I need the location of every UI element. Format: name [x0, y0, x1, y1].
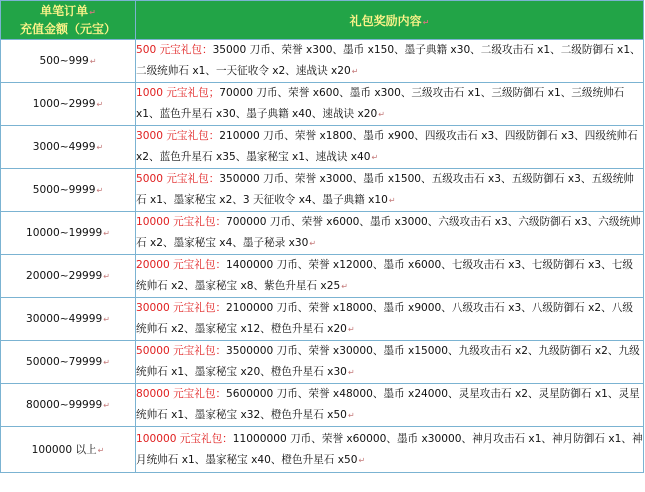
return-mark: ↵	[388, 196, 396, 205]
reward-cell	[136, 169, 644, 212]
return-mark: ↵	[89, 8, 96, 17]
amount-label: 30000~49999	[26, 313, 103, 325]
return-mark: ↵	[103, 229, 110, 238]
reward-cell	[136, 384, 644, 427]
package-name: 5000 元宝礼包：	[136, 173, 220, 185]
table-row	[1, 298, 644, 341]
return-mark: ↵	[103, 358, 110, 367]
reward-cell	[136, 126, 644, 169]
package-name: 500 元宝礼包：	[136, 44, 213, 56]
reward-text: 70000 刀币、荣誉 x600、墨币 x300、三级攻击石 x1、三级防御石 x1、三级统帅石 x1、蓝色升星石 x30、墨子典籍 x40、速战诀 x20	[136, 87, 625, 120]
amount-label: 80000~99999	[26, 399, 103, 411]
package-name: 80000 元宝礼包：	[136, 388, 227, 400]
header-rewards	[136, 1, 644, 40]
reward-text: 5600000 刀币、荣誉 x48000、墨币 x24000、灵星攻击石 x2、灵星防御石 x1、灵星统帅石 x1、墨家秘宝 x32、橙色升星石 x50	[136, 388, 640, 421]
reward-cell	[136, 212, 644, 255]
return-mark: ↵	[358, 455, 366, 465]
package-name: 10000 元宝礼包：	[136, 216, 227, 228]
amount-label: 10000~19999	[26, 227, 103, 239]
amount-label: 3000~4999	[32, 141, 96, 153]
return-mark: ↵	[351, 67, 359, 76]
table-row	[1, 126, 644, 169]
return-mark: ↵	[89, 57, 97, 66]
amount-label: 500~999	[39, 55, 89, 67]
amount-cell	[1, 255, 136, 298]
return-mark: ↵	[103, 315, 110, 324]
return-mark: ↵	[103, 272, 110, 281]
header-amount	[1, 1, 136, 40]
package-name: 20000 元宝礼包：	[136, 259, 227, 271]
amount-label: 1000~2999	[32, 98, 96, 110]
return-mark: ↵	[96, 143, 104, 152]
header-amount-line2: 充值金额（元宝）	[19, 22, 116, 36]
table-row	[1, 384, 644, 427]
reward-text: 210000 刀币、荣誉 x1800、墨币 x900、四级攻击石 x3、四级防御石 x3、四级统帅石 x2、蓝色升星石 x35、墨家秘宝 x1、速战诀 x40	[136, 130, 638, 163]
amount-cell	[1, 83, 136, 126]
reward-text: 35000 刀币、荣誉 x300、墨币 x150、墨子典籍 x30、二级攻击石 x1、二级防御石 x1、二级统帅石 x1、一天征收令 x2、速战诀 x20	[136, 44, 641, 77]
reward-cell	[136, 427, 644, 473]
table-row	[1, 341, 644, 384]
amount-cell	[1, 40, 136, 83]
reward-text: 700000 刀币、荣誉 x6000、墨币 x3000、六级攻击石 x3、六级防御石 x3、六级统帅石 x2、墨家秘宝 x4、墨子秘录 x30	[136, 216, 641, 249]
return-mark: ↵	[347, 325, 355, 334]
reward-cell	[136, 341, 644, 384]
amount-cell	[1, 298, 136, 341]
table-row	[1, 255, 644, 298]
amount-cell	[1, 169, 136, 212]
return-mark: ↵	[97, 446, 105, 455]
return-mark: ↵	[103, 401, 110, 410]
table-row	[1, 40, 644, 83]
package-name: 1000 元宝礼包；	[136, 87, 220, 99]
table-row	[1, 83, 644, 126]
package-name: 3000 元宝礼包：	[136, 130, 220, 142]
return-mark: ↵	[341, 282, 348, 291]
reward-text: 350000 刀币、荣誉 x3000、墨币 x1500、五级攻击石 x3、五级防御石 x3、五级统帅石 x1、墨家秘宝 x2、3 天征收令 x4、墨子典籍 x10	[136, 173, 634, 206]
amount-cell	[1, 126, 136, 169]
amount-label: 100000 以上	[31, 444, 97, 456]
table-row	[1, 212, 644, 255]
reward-text: 3500000 刀币、荣誉 x30000、墨币 x15000、九级攻击石 x2、九级防御石 x2、九级统帅石 x1、墨家秘宝 x20、橙色升星石 x30	[136, 345, 640, 378]
reward-text: 1400000 刀币、荣誉 x12000、墨币 x6000、七级攻击石 x3、七级防御石 x3、七级统帅石 x2、墨家秘宝 x8、紫色升星石 x25	[136, 259, 633, 292]
header-rewards-label: 礼包奖励内容	[349, 13, 422, 28]
table-row	[1, 427, 644, 473]
amount-label: 5000~9999	[32, 184, 96, 196]
package-name: 100000 元宝礼包：	[136, 432, 233, 445]
return-mark: ↵	[378, 110, 385, 119]
package-name: 30000 元宝礼包：	[136, 302, 227, 314]
amount-cell	[1, 212, 136, 255]
reward-cell	[136, 83, 644, 126]
return-mark: ↵	[422, 17, 430, 27]
return-mark: ↵	[371, 153, 379, 162]
return-mark: ↵	[347, 368, 355, 377]
reward-text: 11000000 刀币、荣誉 x60000、墨币 x30000、神月攻击石 x1、神月防御石 x1、神月统帅石 x1、墨家秘宝 x40、橙色升星石 x50	[136, 432, 643, 466]
return-mark: ↵	[347, 411, 355, 420]
amount-cell	[1, 341, 136, 384]
table-row	[1, 169, 644, 212]
reward-cell	[136, 40, 644, 83]
reward-cell	[136, 255, 644, 298]
return-mark: ↵	[96, 100, 104, 109]
amount-cell	[1, 384, 136, 427]
amount-label: 50000~79999	[26, 356, 103, 368]
amount-cell	[1, 427, 136, 473]
return-mark: ↵	[309, 239, 317, 248]
reward-cell	[136, 298, 644, 341]
amount-label: 20000~29999	[26, 270, 103, 282]
table-header-row	[1, 1, 644, 40]
header-amount-line1: 单笔订单	[40, 4, 89, 18]
reward-text: 2100000 刀币、荣誉 x18000、墨币 x9000、八级攻击石 x3、八级防御石 x2、八级统帅石 x2、墨家秘宝 x12、橙色升星石 x20	[136, 302, 633, 335]
return-mark: ↵	[96, 186, 104, 195]
package-name: 50000 元宝礼包：	[136, 345, 227, 357]
